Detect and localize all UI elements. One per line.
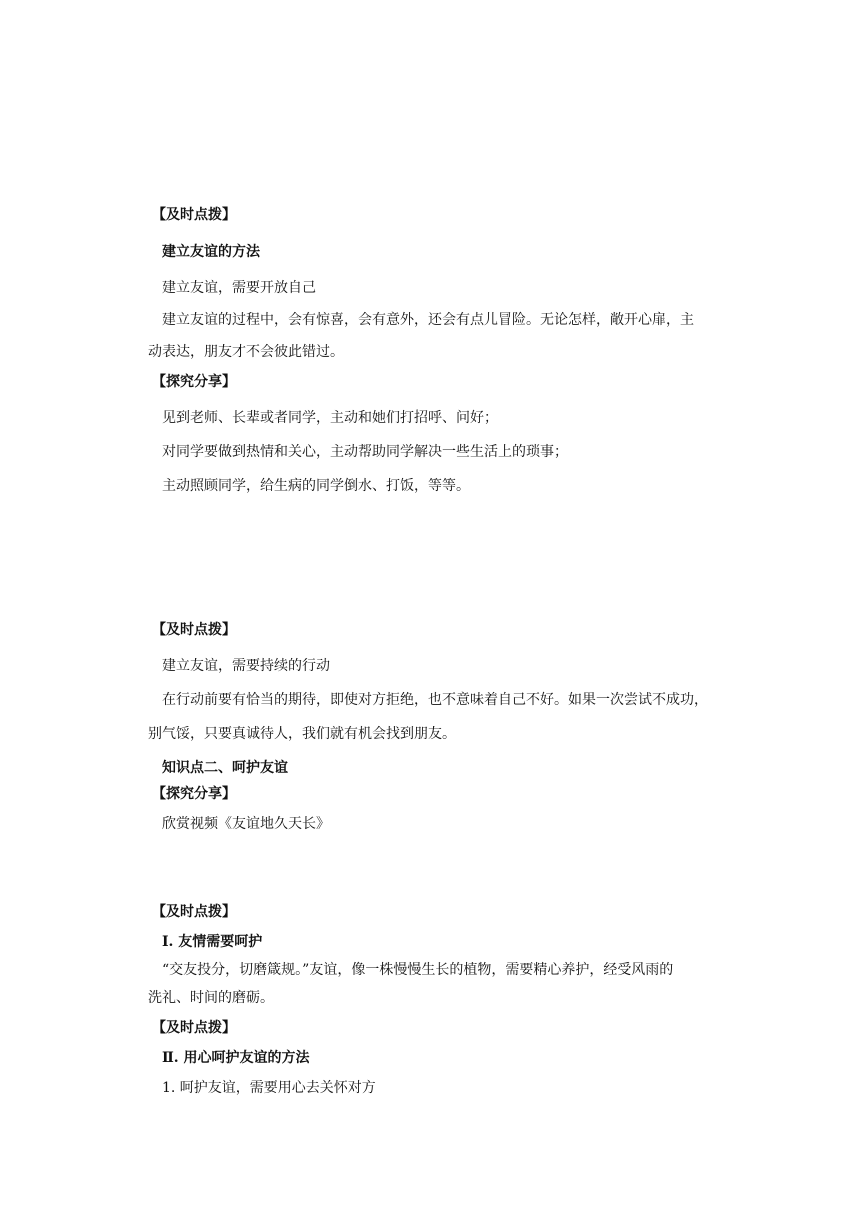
video-reference: 欣赏视频《友谊地久天长》 xyxy=(162,816,330,832)
subheading-friendship-needs-care: Ⅰ. 友情需要呵护 xyxy=(162,934,263,950)
section-heading-timely-tips-1: 【及时点拨】 xyxy=(152,207,236,223)
subheading-methods-care: Ⅱ. 用心呵护友谊的方法 xyxy=(162,1050,310,1066)
paragraph-line: 在行动前要有恰当的期待，即使对方拒绝，也不意味着自己不好。如果一次尝试不成功， xyxy=(162,692,708,708)
paragraph-line: 建立友谊的过程中，会有惊喜，会有意外，还会有点儿冒险。无论怎样，敞开心扉，主 xyxy=(162,312,694,328)
paragraph-line: “交友投分，切磨箴规。”友谊，像一株慢慢生长的植物，需要精心养护，经受风雨的 xyxy=(162,962,674,978)
list-item: 主动照顾同学，给生病的同学倒水、打饭，等等。 xyxy=(162,478,470,494)
section-heading-explore-share-1: 【探究分享】 xyxy=(152,374,236,390)
section-heading-explore-share-2: 【探究分享】 xyxy=(152,786,236,802)
point-continuous-action: 建立友谊，需要持续的行动 xyxy=(162,658,330,674)
knowledge-point-two: 知识点二、呵护友谊 xyxy=(162,760,288,776)
section-heading-timely-tips-4: 【及时点拨】 xyxy=(152,1020,236,1036)
paragraph-line: 别气馁，只要真诚待人，我们就有机会找到朋友。 xyxy=(148,726,456,742)
point-care-for-others: 1. 呵护友谊，需要用心去关怀对方 xyxy=(162,1080,376,1096)
paragraph-line: 动表达，朋友才不会彼此错过。 xyxy=(148,344,344,360)
section-heading-timely-tips-3: 【及时点拨】 xyxy=(152,904,236,920)
section-heading-timely-tips-2: 【及时点拨】 xyxy=(152,622,236,638)
list-item: 对同学要做到热情和关心，主动帮助同学解决一些生活上的琐事； xyxy=(162,444,568,460)
paragraph-line: 洗礼、时间的磨砺。 xyxy=(148,990,274,1006)
subheading-methods: 建立友谊的方法 xyxy=(162,244,260,260)
point-open-yourself: 建立友谊，需要开放自己 xyxy=(162,280,316,296)
list-item: 见到老师、长辈或者同学，主动和她们打招呼、问好； xyxy=(162,410,498,426)
